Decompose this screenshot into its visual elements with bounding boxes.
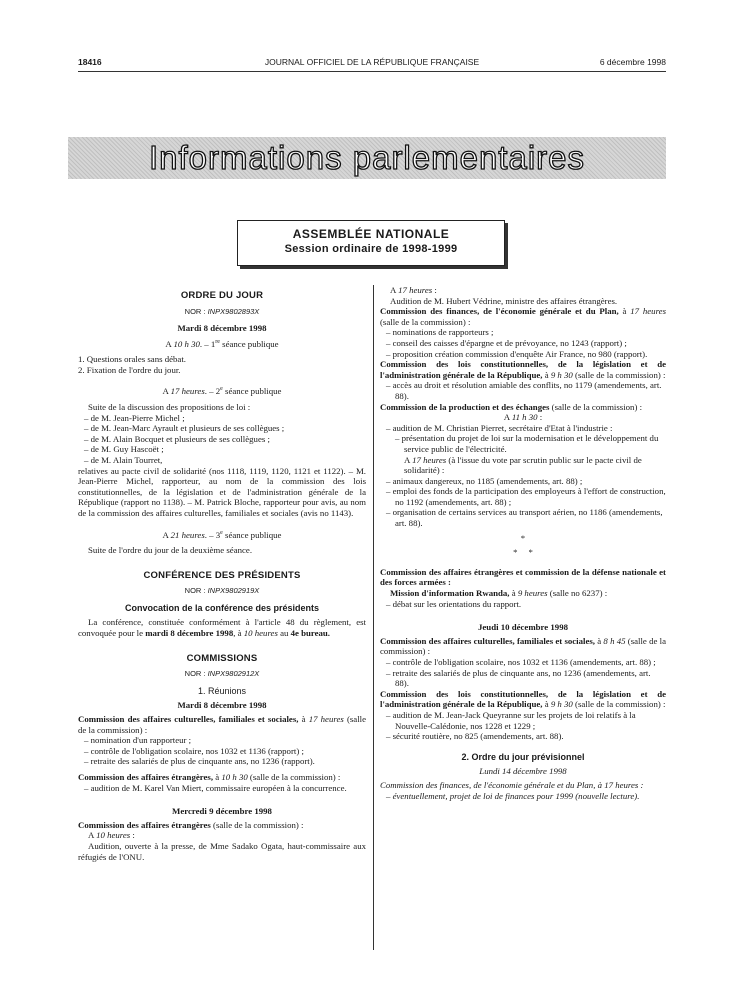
- agenda-item: – nomination d'un rapporteur ;: [84, 735, 192, 746]
- agenda-subitem: – présentation du projet de loi sur la modernisation et le développement du service public de l'électricité.: [395, 433, 659, 454]
- agenda-item: – conseil des caisses d'épargne et de prévoyance, no 1243 (rapport) ;: [386, 337, 627, 348]
- journal-title: JOURNAL OFFICIEL DE LA RÉPUBLIQUE FRANÇAISE: [264, 57, 480, 67]
- seance-2-body: relatives au pacte civil de solidarité (nos 1118, 1119, 1120, 1121 et 1122). – M. Jean-Pierre Michel, rapporteur, au nom de la commission des lois constitutionnelles, de la législation et de l'administration générale de la République (rapport no 1138). – M. Patrick Bloche, rapporteur pour avis, au nom de la commission des affaires culturelles, familiales et sociales (avis no 1143).: [78, 465, 366, 518]
- subtime-line: A 17 heures (à l'issue du vote par scrutin public sur le pacte civil de solidarité) :: [404, 454, 642, 476]
- session-name: Session ordinaire de 1998-1999: [284, 243, 458, 255]
- seance-1-item: 2. Fixation de l'ordre du jour.: [78, 364, 181, 375]
- page-header: [78, 57, 666, 71]
- conference-heading: CONFÉRENCE DES PRÉSIDENTS: [143, 569, 301, 581]
- agenda-item: – audition de M. Christian Pierret, secrétaire d'Etat à l'industrie :: [386, 422, 613, 433]
- seance-1-heading: A 10 h 30. – 1re séance publique: [165, 338, 279, 349]
- audition-body: Audition de M. Hubert Védrine, ministre des affaires étrangères.: [390, 295, 618, 306]
- seance-2-intro: Suite de la discussion des propositions de loi :: [88, 402, 251, 412]
- ordre-nor: NOR : INPX9802893X: [184, 306, 260, 316]
- commission-entry: Commission de la production et des échanges (salle de la commission) :: [380, 401, 643, 412]
- agenda-item: – emploi des fonds de la participation des employeurs à l'effort de construction, no 1192 (amendements, art. 88) ;: [386, 486, 666, 507]
- commission-entry: Commission des finances, de l'économie générale et du Plan, à 17 heures :: [380, 779, 644, 790]
- header-rule: [78, 71, 666, 72]
- depute-item: – de M. Alain Bocquet et plusieurs de ses collègues ;: [84, 433, 270, 444]
- commissions-heading: COMMISSIONS: [186, 652, 258, 664]
- agenda-item: – nominations de rapporteurs ;: [386, 327, 494, 338]
- assembly-box: [237, 220, 505, 266]
- lundi-heading: Lundi 14 décembre 1998: [479, 766, 567, 777]
- right-column: [380, 285, 666, 801]
- agenda-item: – animaux dangereux, no 1185 (amendements, art. 88) ;: [386, 475, 583, 486]
- ordre-du-jour-heading: ORDRE DU JOUR: [180, 290, 264, 301]
- agenda-item: – accès au droit et résolution amiable des conflits, no 1179 (amendements, art. 88).: [386, 380, 662, 401]
- agenda-item: – retraite des salariés de plus de cinquante ans, no 1236 (amendements, art. 88).: [386, 667, 651, 689]
- agenda-item: – audition de M. Karel Van Miert, commissaire européen à la concurrence.: [84, 782, 347, 793]
- mardi-commissions-heading: Mardi 8 décembre 1998: [177, 700, 267, 711]
- agenda-item: – audition de M. Jean-Jack Queyranne sur les projets de loi relatifs à la Nouvelle-Calédonie, nos 1228 et 1229 ;: [386, 709, 636, 731]
- commission-entry: Commission des affaires culturelles, familiales et sociales, à 17 heures (salle de la commission) :: [78, 713, 367, 735]
- seance-2-heading: A 17 heures. – 2e séance publique: [162, 386, 282, 397]
- depute-item: – de M. Guy Hascoët ;: [84, 444, 164, 455]
- commission-entry: Commission des affaires culturelles, familiales et sociales, à 8 h 45 (salle de la commission) :: [380, 635, 666, 657]
- seance-1-item: 1. Questions orales sans débat.: [78, 354, 186, 365]
- mardi-heading: Mardi 8 décembre 1998: [177, 323, 267, 334]
- previsionnel-heading: 2. Ordre du jour prévisionnel: [461, 751, 585, 762]
- seance-3-heading: A 21 heures. – 3e séance publique: [162, 529, 282, 540]
- section-banner: Informations parlementaires: [68, 137, 666, 179]
- left-column: [78, 285, 366, 862]
- agenda-item: – organisation de certains services au transport aérien, no 1186 (amendements, art. 88).: [386, 507, 663, 529]
- agenda-item: – retraite des salariés de plus de cinquante ans, no 1236 (rapport).: [84, 756, 315, 767]
- depute-item: – de M. Jean-Marc Ayrault et plusieurs de ses collègues ;: [84, 423, 285, 434]
- mission-entry: Mission d'information Rwanda, à 9 heures (salle no 6237) :: [390, 588, 608, 599]
- commission-entry: Commission des finances, de l'économie générale et du Plan, à 17 heures (salle de la commission) :: [380, 306, 667, 327]
- depute-item: – de M. Alain Tourret,: [84, 454, 163, 465]
- time-line: A 11 h 30 :: [503, 412, 543, 423]
- convocation-heading: Convocation de la conférence des présidents: [124, 602, 320, 613]
- commissions-nor: NOR : INPX9802912X: [184, 669, 260, 679]
- audition-body: Audition, ouverte à la presse, de Mme Sadako Ogata, haut-commissaire aux réfugiés de l'ONU.: [78, 840, 366, 862]
- assembly-name: ASSEMBLÉE NATIONALE: [292, 227, 450, 241]
- time-line: A 17 heures :: [390, 285, 437, 295]
- conference-nor: NOR : INPX9802919X: [184, 586, 260, 596]
- commission-entry: Commission des affaires étrangères (salle de la commission) :: [78, 819, 304, 830]
- commission-entry: Commission des lois constitutionnelles, de la législation et de l'administration générale de la République, à 9 h 30 (salle de la commission) :: [380, 359, 666, 380]
- agenda-item: – éventuellement, projet de loi de finances pour 1999 (nouvelle lecture).: [386, 790, 640, 801]
- convocation-body: La conférence, constituée conformément à l'article 48 du règlement, est convoquée pour le mardi 8 décembre 1998, à 10 heures au 4e bureau.: [78, 617, 366, 639]
- agenda-item: – contrôle de l'obligation scolaire, nos 1032 et 1136 (amendements, art. 88) ;: [386, 657, 656, 667]
- depute-item: – de M. Jean-Pierre Michel ;: [84, 412, 185, 423]
- separator-star: *: [520, 532, 526, 543]
- joint-commission-heading: Commission des affaires étrangères et commission de la défense nationale et des forces armées :: [380, 566, 666, 588]
- agenda-item: – contrôle de l'obligation scolaire, nos 1032 et 1136 (rapport) ;: [84, 745, 304, 756]
- seance-3-body: Suite de l'ordre du jour de la deuxième séance.: [88, 545, 253, 556]
- agenda-item: – débat sur les orientations du rapport.: [386, 598, 522, 609]
- agenda-item: – proposition création commission d'enquête Air France, no 980 (rapport).: [386, 348, 648, 359]
- column-divider: [373, 285, 374, 950]
- time-line: A 10 heures :: [88, 830, 135, 841]
- agenda-item: – sécurité routière, no 825 (amendements, art. 88).: [386, 731, 564, 742]
- separator-stars: * *: [513, 547, 533, 558]
- reunions-heading: 1. Réunions: [197, 685, 247, 696]
- jeudi-heading: Jeudi 10 décembre 1998: [478, 622, 568, 633]
- commission-entry: Commission des affaires étrangères, à 10 h 30 (salle de la commission) :: [78, 771, 341, 782]
- commission-entry: Commission des lois constitutionnelles, de la législation et de l'administration générale de la République, à 9 h 30 (salle de la commission) :: [380, 688, 666, 710]
- page-number: 18416: [78, 57, 102, 67]
- issue-date: 6 décembre 1998: [599, 57, 666, 67]
- mercredi-heading: Mercredi 9 décembre 1998: [172, 806, 272, 817]
